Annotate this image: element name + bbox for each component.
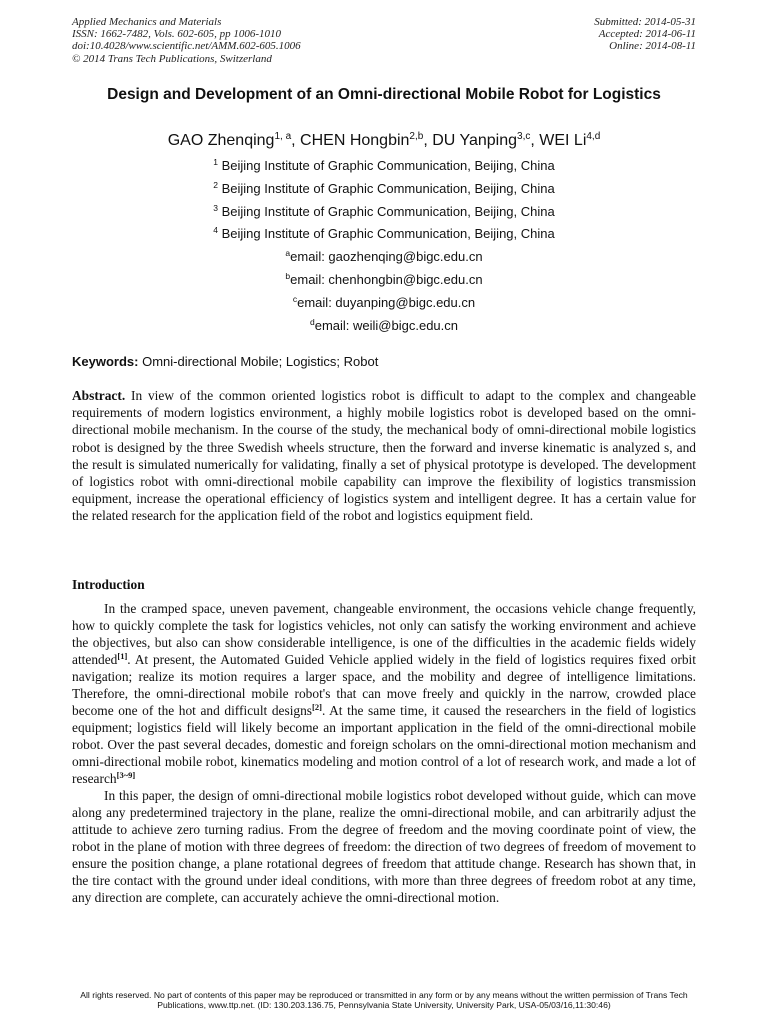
keywords-line (72, 354, 696, 370)
affiliation-line (72, 178, 696, 201)
publication-dates (594, 16, 696, 53)
affiliation-line (72, 155, 696, 178)
citation-ref: [3~9] (116, 770, 136, 780)
abstract-text: In view of the common oriented logistics robot is difficult to adapt to the complex and changeable requirements of modern logistics environment, a highly mobile logistics robot is developed based on the omni-directional mobile mechanism. In the course of the study, the mechanical body of omni-directional mobile logistics robot is designed by the three Swedish wheels structure, then the forward and inverse kinematic is analyzed s, and the result is simulated numerically for validating, finally a set of physical prototype is developed. The development of logistics robot with omni-directional mobile capability can improve the flexibility of logistics transmission equipment, increase the operational efficiency of logistics system and intelligent degree. It has a certain value for the related research for the application field of the robot and logistics equipment field. (72, 388, 696, 524)
email-mark: d (310, 316, 315, 327)
author-superscript: 1, a (274, 131, 292, 142)
intro-text: . At the same time, it caused the researchers in the field of logistics equipment; logistics field will likely become an important application in the field of the omni-directional mobile robot. Over the past several decades, domestic and foreign scholars on the omni-directional motion mechanism and omni-directional mobile robot, kinematics modeling and motion control of a lot of research work, and made a lot of research (72, 703, 696, 786)
email-mark: b (285, 270, 291, 281)
affiliation-line (72, 223, 696, 246)
author-name: GAO Zhenqing (167, 132, 275, 149)
email-line (72, 269, 696, 292)
affiliations-block (72, 155, 696, 337)
email-text: email: gaozhenqing@bigc.edu.cn (290, 249, 483, 265)
author-separator: , (530, 132, 540, 149)
section-heading-introduction: Introduction (72, 577, 145, 592)
affiliation-mark: 4 (213, 225, 218, 236)
journal-name: Applied Mechanics and Materials (72, 16, 222, 28)
intro-text: . At present, the Automated Guided Vehicle applied widely in the field of logistics requires fixed orbit navigation; realize its motion requires a larger space, and the mobility and degree of intelligence limitations. Therefore, the omni-directional mobile robot's that can move freely and quickly in the narrow, crowded place become one of the hot and difficult designs (72, 652, 696, 718)
affiliation-text: Beijing Institute of Graphic Communication, Beijing, China (218, 180, 555, 196)
intro-text: In the cramped space, uneven pavement, changeable environment, the occasions vehicle change frequently, how to quickly complete the task for logistics vehicles, not only can satisfy the working environment and achieve the objectives, but also can show considerable intelligence, is one of the difficulties in the academic fields widely attended (72, 601, 696, 667)
submitted-date: Submitted: 2014-05-31 (594, 16, 696, 28)
keywords-label: Keywords: (72, 354, 139, 369)
email-mark: c (292, 293, 298, 304)
online-date: Online: 2014-08-11 (609, 40, 696, 53)
affiliation-mark: 3 (213, 202, 218, 213)
introduction-body (72, 600, 696, 906)
doi-line: doi:10.4028/www.scientific.net/AMM.602-605.1006 (72, 40, 301, 53)
paper-title: Design and Development of an Omni-directional Mobile Robot for Logistics (107, 86, 661, 103)
email-text: email: duyanping@bigc.edu.cn (297, 294, 476, 310)
citation-ref: [1] (117, 651, 128, 661)
email-line (72, 315, 696, 338)
copyright-line: © 2014 Trans Tech Publications, Switzerland (72, 52, 272, 65)
affiliation-text: Beijing Institute of Graphic Communication, Beijing, China (218, 226, 555, 242)
author-name: CHEN Hongbin (300, 132, 410, 149)
affiliation-line (72, 201, 696, 224)
journal-info (72, 16, 301, 65)
affiliation-text: Beijing Institute of Graphic Communication, Beijing, China (218, 158, 555, 173)
email-mark: a (285, 248, 291, 259)
author-superscript: 4,d (586, 131, 601, 142)
email-text: email: chenhongbin@bigc.edu.cn (290, 271, 483, 287)
author-superscript: 2,b (409, 131, 424, 142)
intro-paragraph-2: In this paper, the design of omni-directional mobile logistics robot developed without guide, which can move along any predetermined trajectory in the plane, realize the omni-directional mobile, and can arbitrarily adjust the attitude to achieve zero turning radius. From the degree of freedom and the moving coordinate point of view, the robot in the plane of motion with three degrees of freedom: the direction of two degrees of freedom of movement to ensure the position change, a plane rotational degrees of freedom that attitude change. Research has shown that, in the tire contact with the ground under ideal conditions, with more than three degrees of freedom robot at any time, any direction are complete, can accurately achieve the omni-directional motion. (72, 788, 696, 905)
email-line (72, 292, 696, 315)
accepted-date: Accepted: 2014-06-11 (598, 28, 696, 41)
author-separator: , (291, 132, 301, 149)
issn-line: ISSN: 1662-7482, Vols. 602-605, pp 1006-1010 (72, 28, 281, 41)
email-line (72, 246, 696, 269)
affiliation-mark: 2 (213, 179, 218, 190)
keywords-text: Omni-directional Mobile; Logistics; Robot (138, 354, 379, 369)
affiliation-mark: 1 (213, 157, 218, 167)
intro-paragraph-1 (72, 600, 696, 787)
author-name: WEI Li (539, 132, 587, 149)
email-text: email: weili@bigc.edu.cn (314, 317, 458, 333)
abstract-paragraph (72, 387, 696, 525)
author-superscript: 3,c (517, 131, 531, 142)
author-list (72, 131, 696, 151)
affiliation-text: Beijing Institute of Graphic Communication, Beijing, China (218, 203, 555, 219)
abstract-label: Abstract. (72, 388, 126, 403)
citation-ref: [2] (312, 702, 322, 712)
author-separator: , (423, 132, 433, 149)
copyright-footer: All rights reserved. No part of contents of this paper may be reproduced or transmitted in any form or by any means without the written permission of Trans Tech Publications, www.ttp.net. (ID: 130.203.136.75, Pennsylvania State University, University Park, USA-05/03/16,11:30:46) (80, 990, 688, 1010)
author-name: DU Yanping (432, 132, 518, 149)
